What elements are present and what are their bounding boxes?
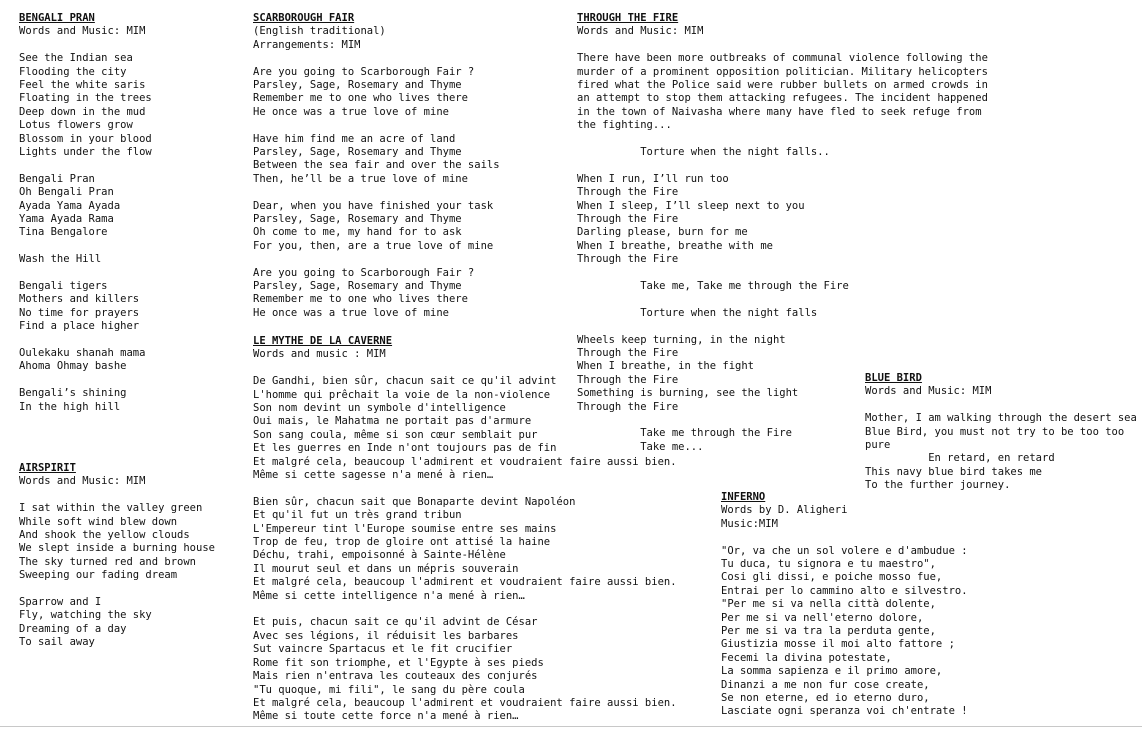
song-lyrics — [19, 25, 244, 414]
lyric-line — [19, 159, 244, 172]
lyric-line: We slept inside a burning house — [19, 542, 215, 555]
lyric-line: Through the Fire — [577, 347, 679, 360]
lyric-line: fired what the Police said were rubber bullets on armed crowds in — [577, 79, 988, 92]
lyric-line: Bien sûr, chacun sait que Bonaparte devint Napoléon — [253, 495, 576, 508]
lyric-line: (English traditional) — [253, 25, 386, 38]
song-title: SCARBOROUGH FAIR — [253, 12, 355, 24]
song-bengali-pran — [19, 12, 244, 414]
song-title: AIRSPIRIT — [19, 462, 76, 474]
lyric-line: Et malgré cela, beaucoup l'admirent et voudraient faire aussi bien. — [253, 576, 677, 589]
lyric-line: He once was a true love of mine — [253, 306, 449, 319]
lyric-line: Il mourut seul et dans un mépris souverain — [253, 562, 519, 575]
lyric-line: L'homme qui prêchait la voie de la non-violence — [253, 388, 551, 401]
song-lyrics — [253, 25, 568, 320]
lyric-line: "Per me si va nella città dolente, — [721, 598, 936, 611]
lyric-line: Sweeping our fading dream — [19, 569, 178, 582]
lyric-line: When I breathe, breathe with me — [577, 239, 773, 252]
lyric-line: Et qu'il fut un très grand tribun — [253, 509, 462, 522]
lyric-line: Même si cette intelligence n'a mené à rien… — [253, 589, 525, 602]
lyric-line: Parsley, Sage, Rosemary and Thyme — [253, 79, 462, 92]
lyric-line: Per me si va nell'eterno dolore, — [721, 611, 924, 624]
song-title: BENGALI PRAN — [19, 12, 95, 24]
lyric-line — [19, 334, 244, 347]
lyric-line: Cosi gli dissi, e poiche mosso fue, — [721, 571, 943, 584]
lyric-line: Between the sea fair and over the sails — [253, 159, 500, 172]
lyric-line: Fly, watching the sky — [19, 609, 152, 622]
lyric-line — [19, 583, 244, 596]
lyric-line — [19, 489, 244, 502]
song-title: THROUGH THE FIRE — [577, 12, 679, 24]
lyric-line: Tu duca, tu signora e tu maestro", — [721, 558, 936, 571]
lyric-line — [865, 399, 1142, 412]
lyric-line — [19, 374, 244, 387]
lyric-line: Entrai per lo cammino alto e silvestro. — [721, 584, 968, 597]
lyric-line — [253, 119, 568, 132]
lyric-line: Feel the white saris — [19, 79, 146, 92]
lyric-line: Through the Fire — [577, 253, 679, 266]
lyric-line: Then, he’ll be a true love of mine — [253, 172, 468, 185]
lyric-line: Through the Fire — [577, 373, 679, 386]
lyric-line: In the high hill — [19, 400, 121, 413]
lyric-line: Have him find me an acre of land — [253, 132, 456, 145]
lyric-line: No time for prayers — [19, 306, 140, 319]
lyric-line: Through the Fire — [577, 186, 679, 199]
lyric-line: Même si cette sagesse n'a mené à rien… — [253, 469, 494, 482]
lyric-line: When I breathe, in the fight — [577, 360, 755, 373]
lyric-line: Lotus flowers grow — [19, 119, 133, 132]
song-blue-bird — [865, 372, 1142, 493]
lyric-line: Giustizia mosse il moi alto fattore ; — [721, 638, 955, 651]
lyric-line: Words and Music: MIM — [577, 25, 704, 38]
lyric-line: Words and music : MIM — [253, 348, 386, 361]
lyric-line: Floating in the trees — [19, 92, 152, 105]
lyric-line: En retard, en retard — [865, 452, 1055, 465]
lyric-line: Mais rien n'entrava les couteaux des conjurés — [253, 670, 538, 683]
lyric-line: Bengali’s shining — [19, 387, 127, 400]
lyric-line — [253, 603, 723, 616]
song-title: BLUE BIRD — [865, 372, 922, 384]
lyric-line: Oh come to me, my hand for to ask — [253, 226, 462, 239]
lyric-line: Find a place higher — [19, 320, 140, 333]
song-airspirit — [19, 462, 244, 650]
lyric-line: Arrangements: MIM — [253, 38, 361, 51]
lyric-line: Dear, when you have finished your task — [253, 199, 494, 212]
lyric-line — [253, 482, 723, 495]
song-title: INFERNO — [721, 491, 766, 503]
lyric-line: Blossom in your blood — [19, 132, 152, 145]
lyric-line: Ayada Yama Ayada — [19, 199, 121, 212]
lyric-line: For you, then, are a true love of mine — [253, 239, 494, 252]
lyric-line: Tina Bengalore — [19, 226, 108, 239]
lyric-line: There have been more outbreaks of communal violence following the — [577, 52, 988, 65]
lyric-line: And shook the yellow clouds — [19, 529, 190, 542]
lyric-line — [19, 267, 244, 280]
lyric-line: Parsley, Sage, Rosemary and Thyme — [253, 146, 462, 159]
lyric-line: Se non eterne, ed io eterno duro, — [721, 692, 930, 705]
lyric-line: Torture when the night falls — [577, 306, 818, 319]
lyric-line — [253, 186, 568, 199]
lyric-line: When I run, I’ll run too — [577, 172, 729, 185]
lyric-line: L'Empereur tint l'Europe soumise entre ses mains — [253, 522, 557, 535]
lyric-line: Words and Music: MIM — [865, 385, 992, 398]
lyric-line — [577, 320, 997, 333]
lyric-line — [577, 159, 997, 172]
lyric-line — [19, 240, 244, 253]
lyric-line: Sut vaincre Spartacus et le fit crucifier — [253, 643, 513, 656]
lyric-line: Music:MIM — [721, 517, 778, 530]
lyric-line: Déchu, trahi, empoisonné à Sainte-Hélène — [253, 549, 506, 562]
lyric-line: Avec ses légions, il réduisit les barbares — [253, 629, 519, 642]
lyric-line: The sky turned red and brown — [19, 555, 197, 568]
lyric-line: Mother, I am walking through the desert sea — [865, 412, 1137, 425]
lyric-line: Per me si va tra la perduta gente, — [721, 625, 936, 638]
lyric-line: Et les guerres en Inde n'ont toujours pas de fin — [253, 442, 557, 455]
lyric-line: Parsley, Sage, Rosemary and Thyme — [253, 213, 462, 226]
lyric-line: Torture when the night falls.. — [577, 146, 830, 159]
lyric-line — [19, 39, 244, 52]
lyric-line: in the town of Naivasha where many have fled to seek refuge from — [577, 105, 982, 118]
lyric-line — [577, 267, 997, 280]
page-bottom-divider — [0, 726, 1142, 727]
lyric-line: Bengali tigers — [19, 280, 108, 293]
lyric-line: Wash the Hill — [19, 253, 102, 266]
song-inferno — [721, 491, 1011, 719]
lyric-line: Deep down in the mud — [19, 105, 146, 118]
lyric-line: De Gandhi, bien sûr, chacun sait ce qu'il advint — [253, 375, 557, 388]
lyric-line: Dreaming of a day — [19, 622, 127, 635]
lyric-line: Sparrow and I — [19, 596, 102, 609]
lyric-line: "Or, va che un sol volere e d'ambudue : — [721, 544, 968, 557]
lyric-line: Et malgré cela, beaucoup l'admirent et voudraient faire aussi bien. — [253, 696, 677, 709]
song-lyrics — [865, 385, 1142, 492]
lyric-line: While soft wind blew down — [19, 515, 178, 528]
lyric-line: Take me, Take me through the Fire — [577, 280, 849, 293]
lyric-line: He once was a true love of mine — [253, 105, 449, 118]
lyric-line: To sail away — [19, 636, 95, 649]
lyric-line: Dinanzi a me non fur cose create, — [721, 678, 930, 691]
lyric-line: Through the Fire — [577, 400, 679, 413]
lyric-line: murder of a prominent opposition politician. Military helicopters — [577, 65, 988, 78]
lyric-line — [253, 253, 568, 266]
lyric-line: the fighting... — [577, 119, 672, 132]
lyric-line: Take me... — [577, 440, 704, 453]
song-lyrics — [721, 504, 1011, 718]
lyric-line: Yama Ayada Rama — [19, 213, 114, 226]
lyric-line: Are you going to Scarborough Fair ? — [253, 65, 475, 78]
lyric-line: Même si toute cette force n'a mené à rien… — [253, 710, 519, 723]
lyric-line: Through the Fire — [577, 213, 679, 226]
lyric-line: Take me through the Fire — [577, 427, 792, 440]
lyric-line — [577, 293, 997, 306]
lyric-line: Lasciate ogni speranza voi ch'entrate ! — [721, 705, 968, 718]
lyric-line: Lights under the flow — [19, 146, 152, 159]
lyric-line: This navy blue bird takes me — [865, 465, 1043, 478]
lyric-line: Et malgré cela, beaucoup l'admirent et voudraient faire aussi bien. — [253, 455, 677, 468]
lyric-line: Are you going to Scarborough Fair ? — [253, 266, 475, 279]
lyric-line: Words by D. Aligheri — [721, 504, 848, 517]
lyric-line: Darling please, burn for me — [577, 226, 748, 239]
lyric-line: Bengali Pran — [19, 172, 95, 185]
lyric-line: Words and Music: MIM — [19, 475, 146, 488]
lyric-line: Something is burning, see the light — [577, 387, 799, 400]
lyric-line: Blue Bird, you must not try to be too too — [865, 425, 1125, 438]
lyric-line: Ahoma Ohmay bashe — [19, 360, 127, 373]
lyric-line: Mothers and killers — [19, 293, 140, 306]
song-scarborough-fair — [253, 12, 568, 320]
lyric-line: Oulekaku shanah mama — [19, 347, 146, 360]
lyric-line: When I sleep, I’ll sleep next to you — [577, 199, 805, 212]
lyric-line: Parsley, Sage, Rosemary and Thyme — [253, 280, 462, 293]
lyric-line: Wheels keep turning, in the night — [577, 333, 786, 346]
lyric-line: "Tu quoque, mi fili", le sang du père coula — [253, 683, 525, 696]
lyric-line — [253, 52, 568, 65]
lyric-line: La somma sapienza e il primo amore, — [721, 665, 943, 678]
lyric-line: Son nom devint un symbole d'intelligence — [253, 402, 506, 415]
lyric-line: See the Indian sea — [19, 52, 133, 65]
lyric-line: I sat within the valley green — [19, 502, 203, 515]
lyric-line: Oh Bengali Pran — [19, 186, 114, 199]
lyric-line: Remember me to one who lives there — [253, 293, 468, 306]
lyric-line — [577, 133, 997, 146]
lyric-line: To the further journey. — [865, 479, 1011, 492]
song-title: LE MYTHE DE LA CAVERNE — [253, 335, 393, 347]
lyric-line: Remember me to one who lives there — [253, 92, 468, 105]
lyric-line: Trop de feu, trop de gloire ont attisé la haine — [253, 536, 551, 549]
lyric-line: Words and Music: MIM — [19, 25, 146, 38]
lyric-line: Rome fit son triomphe, et l'Egypte à ses pieds — [253, 656, 544, 669]
lyric-line: Son sang coula, même si son cœur semblait pur — [253, 428, 538, 441]
lyric-line: Fecemi la divina potestate, — [721, 651, 892, 664]
lyric-line: pure — [865, 439, 891, 452]
lyric-line: Et puis, chacun sait ce qu'il advint de César — [253, 616, 538, 629]
lyric-line — [577, 39, 997, 52]
lyric-line — [721, 531, 1011, 544]
lyric-line: an attempt to stop them attacking refugees. The incident happened — [577, 92, 988, 105]
song-lyrics — [19, 475, 244, 649]
lyric-line: Oui mais, le Mahatma ne portait pas d'armure — [253, 415, 532, 428]
lyric-line: Flooding the city — [19, 65, 127, 78]
